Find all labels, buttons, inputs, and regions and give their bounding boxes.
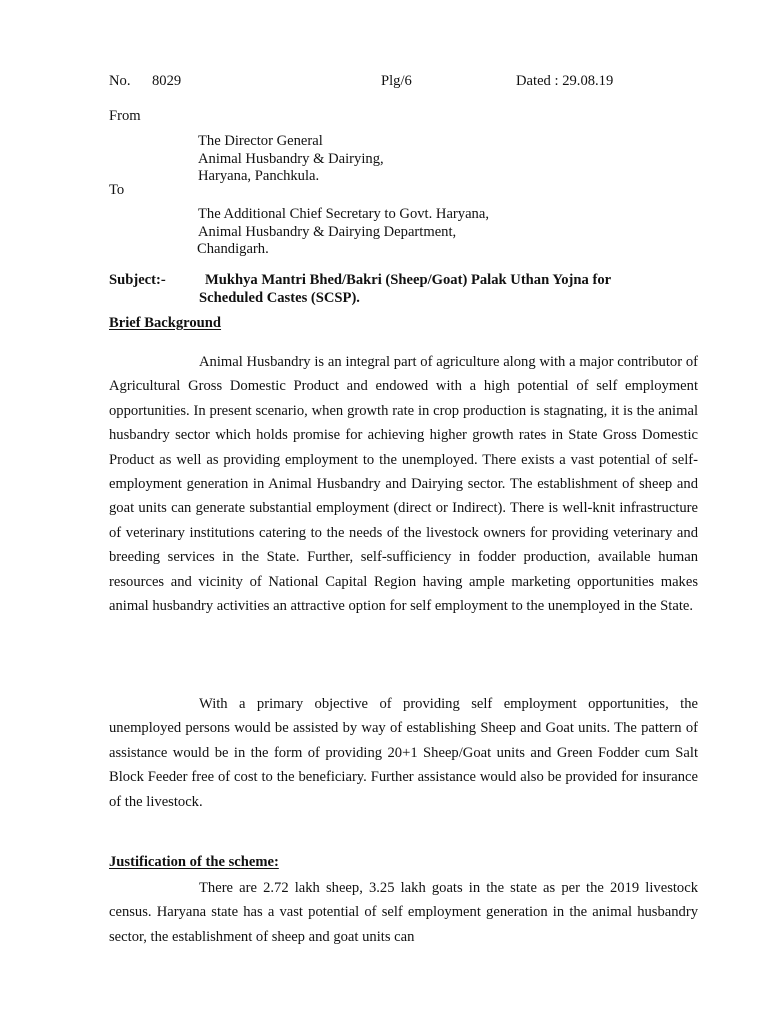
recipient-line: Chandigarh.: [197, 241, 269, 257]
recipient-address: [198, 206, 489, 259]
body-paragraph: There are 2.72 lakh sheep, 3.25 lakh goats in the state as per the 2019 livestock census. Haryana state has a vast potential of self employment generation in the animal husbandry sector, the establishment of sheep and goat units can: [109, 880, 698, 945]
letter-number-label: No.: [109, 73, 131, 89]
subject-line: Mukhya Mantri Bhed/Bakri (Sheep/Goat) Palak Uthan Yojna for: [205, 272, 612, 288]
letter-number-value: 8029: [152, 73, 182, 89]
sender-line: Haryana, Panchkula.: [198, 168, 320, 184]
subject-text: [199, 272, 612, 307]
from-label: From: [109, 108, 141, 124]
subject-line: Scheduled Castes (SCSP).: [199, 289, 360, 306]
to-label: To: [109, 182, 125, 198]
file-reference: Plg/6: [381, 73, 412, 89]
sender-line: The Director General: [198, 133, 323, 149]
sender-address: [198, 133, 384, 186]
body-paragraph: Animal Husbandry is an integral part of agriculture along with a major contributor of Agricultural Gross Domestic Product and endowed with a high potential of self employment opportunities. In present scenario, when growth rate in crop production is stagnating, it is the animal husbandry sector which holds promise for achieving higher growth rates in State Gross Domestic Product as well as providing employment to the unemployed. There exists a vast potential of self-employment generation in Animal Husbandry and Dairying sector. The establishment of sheep and goat units can generate substantial employment (direct or Indirect). There is well-knit infrastructure of veterinary institutions catering to the needs of the livestock owners for providing veterinary and breeding services in the State. Further, self-sufficiency in fodder production, available human resources and vicinity of National Capital Region having ample marketing opportunities makes animal husbandry activities an attractive option for self employment to the unemployed in the State.: [109, 354, 698, 615]
sender-line: Animal Husbandry & Dairying,: [198, 150, 384, 167]
section-heading-brief-background: Brief Background: [109, 315, 222, 331]
recipient-line: Animal Husbandry & Dairying Department,: [198, 223, 457, 240]
letter-date: Dated : 29.08.19: [516, 73, 614, 89]
recipient-line: The Additional Chief Secretary to Govt. Haryana,: [198, 206, 489, 222]
body-paragraph: With a primary objective of providing self employment opportunities, the unemployed persons would be assisted by way of establishing Sheep and Goat units. The pattern of assistance would be in the form of providing 20+1 Sheep/Goat units and Green Fodder cum Salt Block Feeder free of cost to the beneficiary. Further assistance would also be provided for insurance of the livestock.: [109, 696, 698, 810]
subject-label: Subject:-: [109, 272, 166, 288]
section-heading-justification: Justification of the scheme:: [109, 854, 279, 870]
